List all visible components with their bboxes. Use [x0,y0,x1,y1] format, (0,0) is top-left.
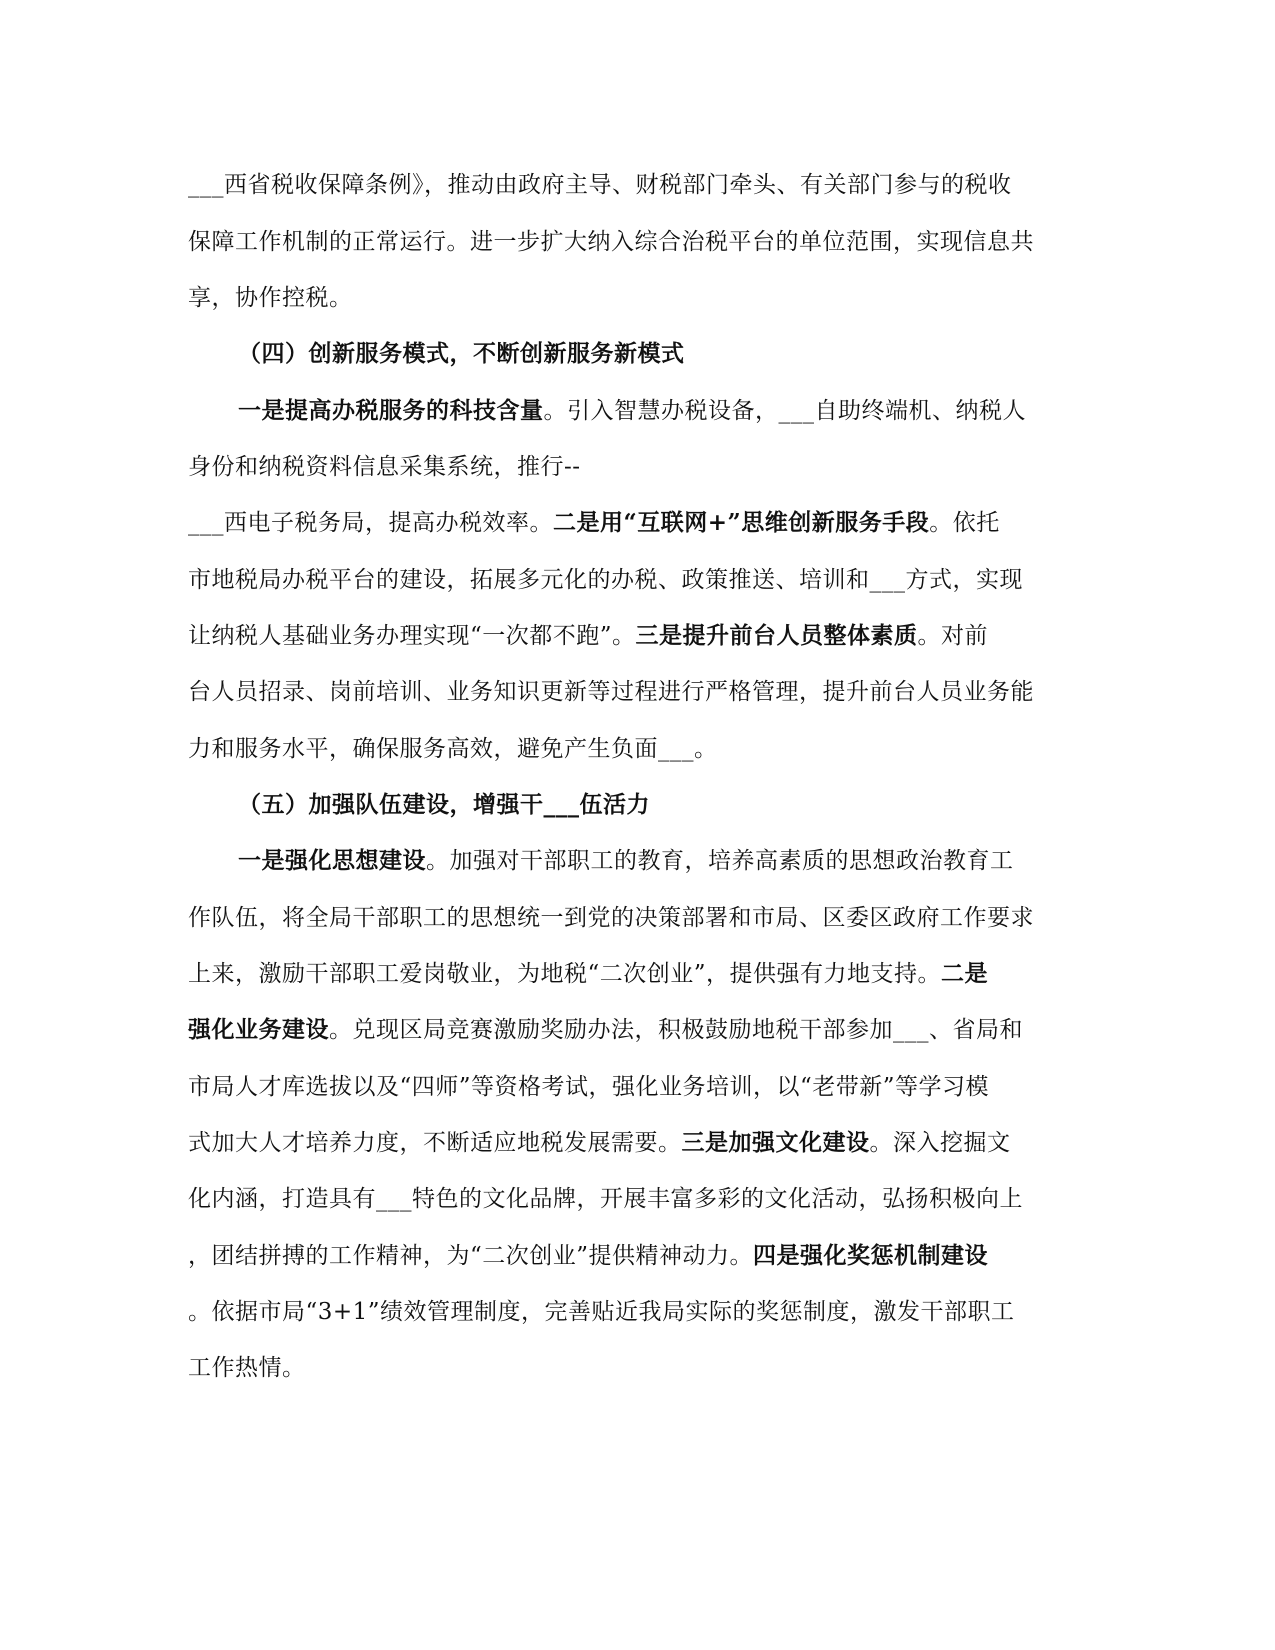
text-line [188,1015,1088,1045]
text-span: 。引入智慧办税设备，___自助终端机、纳税人 [543,398,1026,424]
text-line [188,1241,1088,1271]
text-span: 。深入挖掘文 [869,1130,1011,1156]
text-line [188,959,1088,989]
text-span: 让纳税人基础业务办理实现“一次都不跑”。 [188,623,636,649]
text-line [238,396,1138,426]
text-line [188,508,1088,538]
bold-phrase: 一是强化思想建设 [238,847,426,874]
text-span: 上来，激励干部职工爱岗敬业，为地税“二次创业”，提供强有力地支持。 [188,961,942,987]
text-span: ___西电子税务局，提高办税效率。 [188,510,553,536]
text-line: 市地税局办税平台的建设，拓展多元化的办税、政策推送、培训和___方式，实现 [188,567,1023,593]
text-line: 享，协作控税。 [188,285,353,311]
text-span: 。依托 [929,510,1000,536]
text-line [238,846,1138,876]
text-line: 力和服务水平，确保服务高效，避免产生负面___。 [188,736,718,762]
bold-phrase: 二是用“互联网+”思维创新服务手段 [553,509,930,536]
text-line: ___西省税收保障条例》，推动由政府主导、财税部门牵头、有关部门参与的税收 [188,172,1012,198]
text-line: 。依据市局“3+1”绩效管理制度，完善贴近我局实际的奖惩制度，激发干部职工 [188,1299,1015,1325]
bold-phrase: 一是提高办税服务的科技含量 [238,397,544,424]
bold-phrase: 四是强化奖惩机制建设 [753,1242,989,1269]
text-line: 台人员招录、岗前培训、业务知识更新等过程进行严格管理，提升前台人员业务能 [188,679,1034,705]
text-line: 化内涵，打造具有___特色的文化品牌，开展丰富多彩的文化活动，弘扬积极向上 [188,1186,1023,1212]
bold-phrase: 三是提升前台人员整体素质 [635,622,918,649]
text-span: 。对前 [917,623,989,649]
text-line: 保障工作机制的正常运行。进一步扩大纳入综合治税平台的单位范围，实现信息共 [188,229,1034,255]
bold-phrase: 三是加强文化建设 [681,1129,870,1156]
text-line [188,1128,1088,1158]
text-line [188,621,1088,651]
text-span: 。兑现区局竞赛激励奖励办法，积极鼓励地税干部参加___、省局和 [329,1017,1023,1043]
section-heading-4: （四）创新服务模式，不断创新服务新模式 [238,340,685,367]
text-span: 式加大人才培养力度，不断适应地税发展需要。 [188,1130,682,1156]
bold-phrase: 强化业务建设 [188,1016,329,1043]
text-line: 市局人才库选拔以及“四师”等资格考试，强化业务培训，以“老带新”等学习模 [188,1074,990,1100]
text-line: 作队伍，将全局干部职工的思想统一到党的决策部署和市局、区委区政府工作要求 [188,905,1034,931]
section-heading-5: （五）加强队伍建设，增强干___伍活力 [238,791,650,818]
text-span: ，团结拼搏的工作精神，为“二次创业”提供精神动力。 [188,1243,754,1269]
text-line: 工作热情。 [188,1355,306,1381]
bold-phrase: 二是 [941,960,989,987]
text-line: 身份和纳税资料信息采集系统，推行-- [188,454,581,480]
text-span: 。加强对干部职工的教育，培养高素质的思想政治教育工 [426,848,1014,874]
